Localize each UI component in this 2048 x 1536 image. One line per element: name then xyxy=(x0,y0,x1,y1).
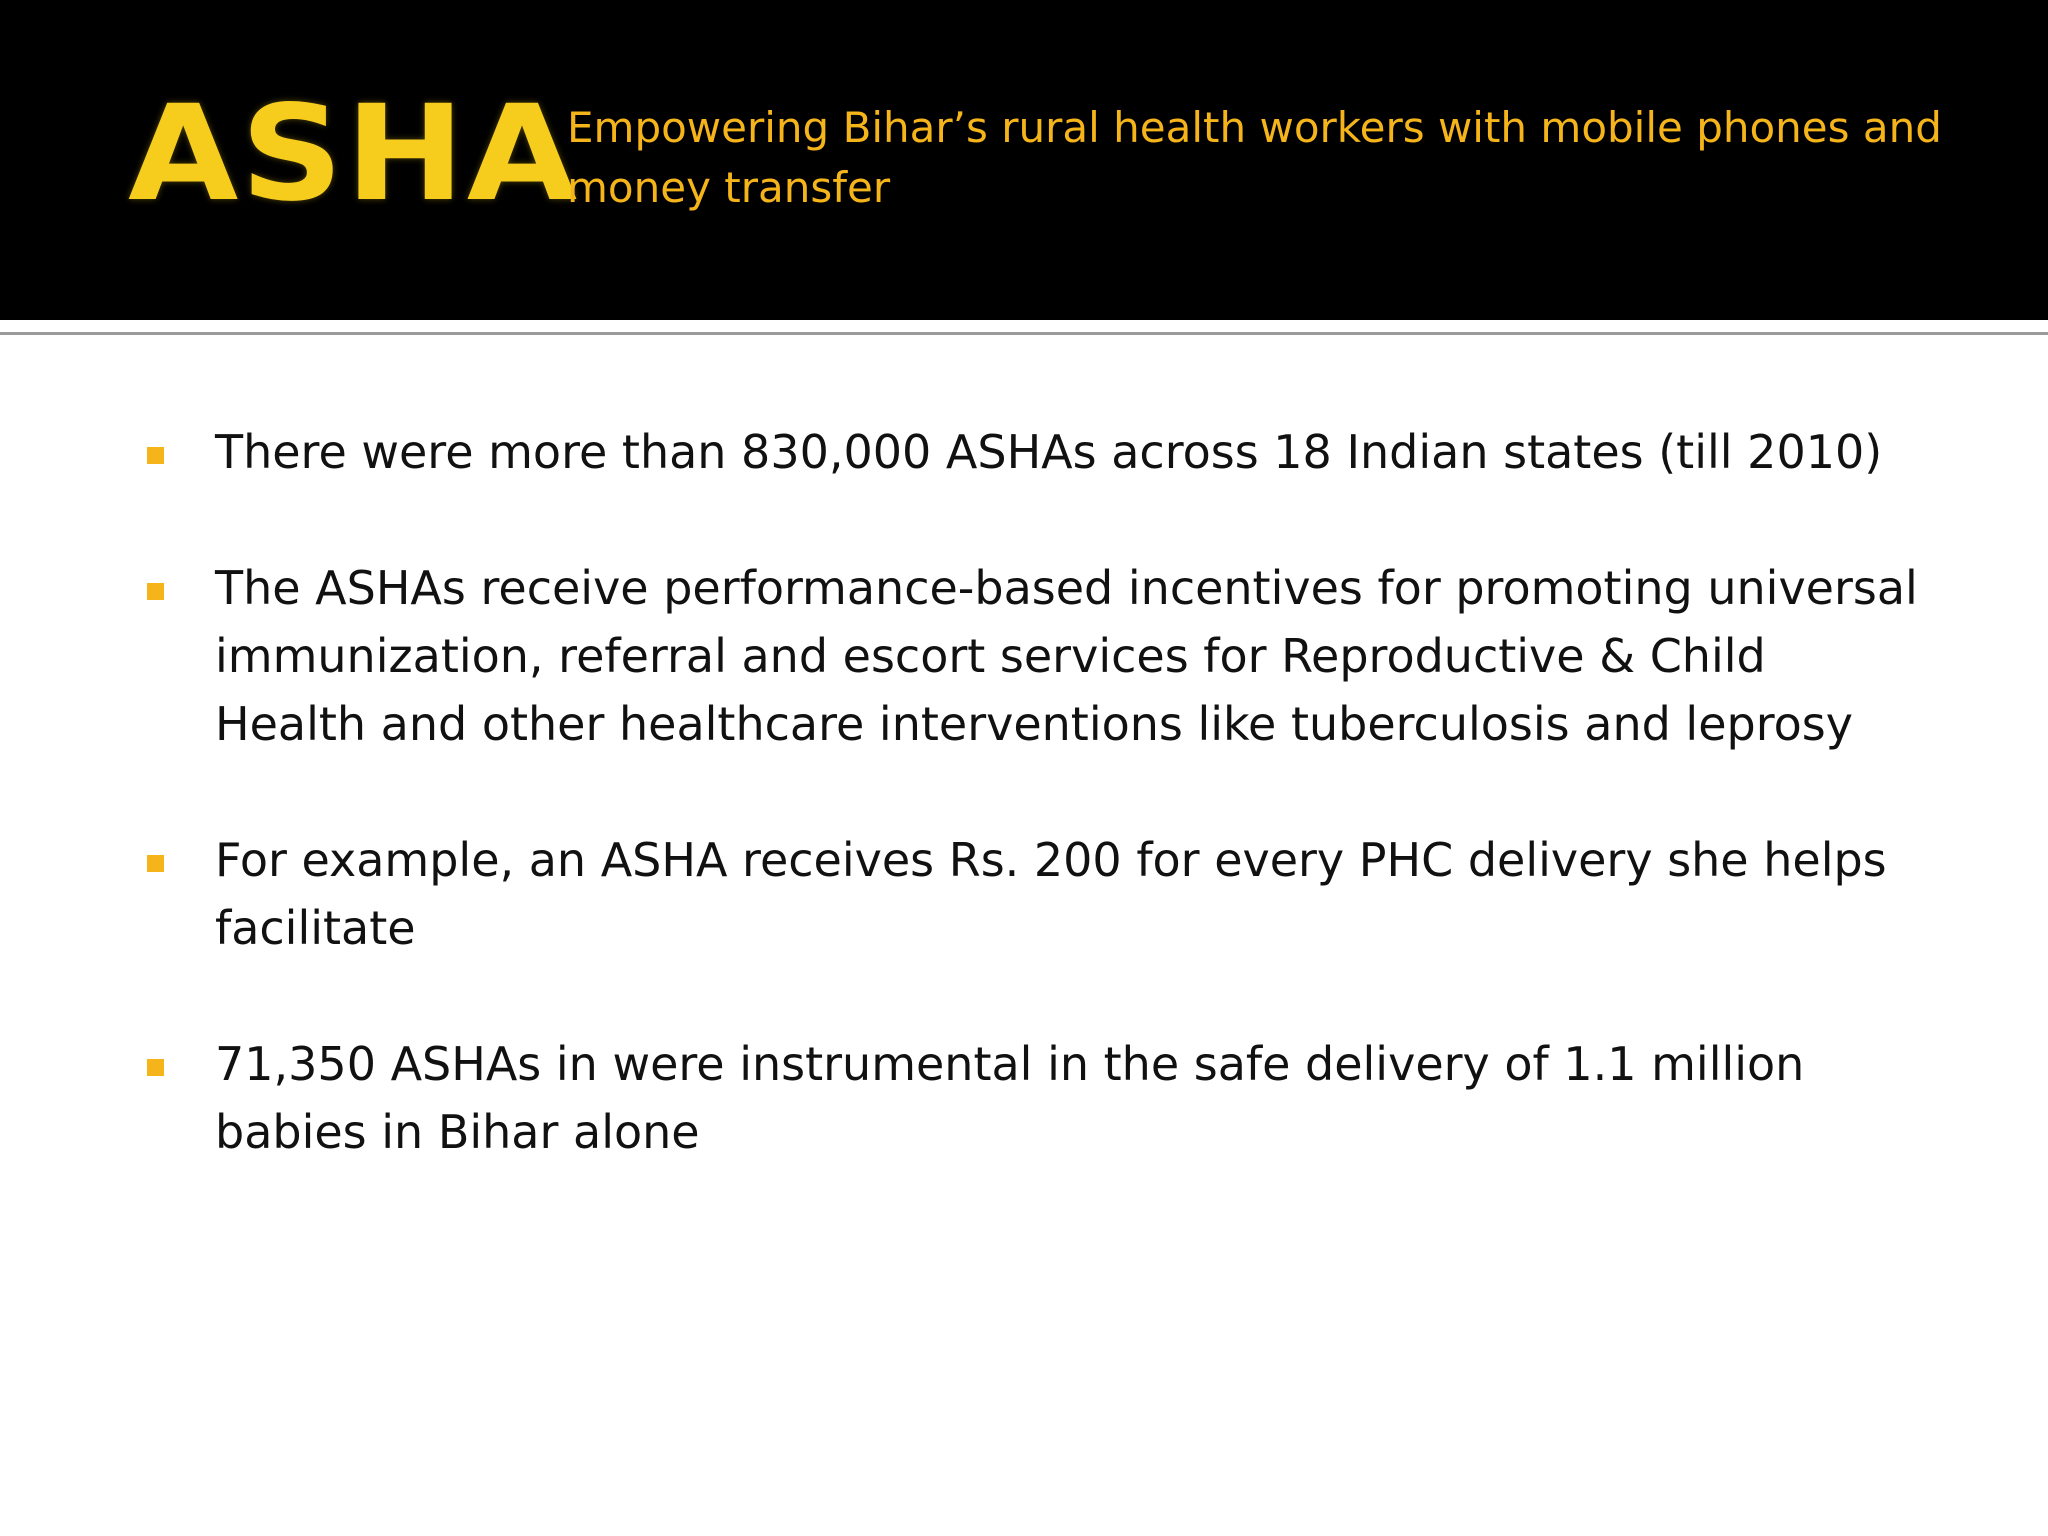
bullet-item xyxy=(140,826,1940,962)
square-bullet-icon xyxy=(147,1059,164,1076)
header-underline xyxy=(0,332,2048,335)
bullet-item xyxy=(140,418,1940,486)
header-banner xyxy=(0,0,2048,320)
square-bullet-icon xyxy=(147,583,164,600)
bullet-text: 71,350 ASHAs in were instrumental in the safe delivery of 1.1 million babies in Bihar alone xyxy=(215,1037,1805,1159)
square-bullet-icon xyxy=(147,447,164,464)
bullet-text: For example, an ASHA receives Rs. 200 for every PHC delivery she helps facilitate xyxy=(215,833,1887,955)
bullet-item xyxy=(140,1030,1940,1166)
header-divider xyxy=(0,320,2048,328)
bullet-text: The ASHAs receive performance-based incentives for promoting universal immunization, referral and escort services for Reproductive & Child Health and other healthcare interventions like tuberculosis and leprosy xyxy=(215,561,1918,751)
bullet-list xyxy=(140,418,1940,1166)
square-bullet-icon xyxy=(147,855,164,872)
bullet-text: There were more than 830,000 ASHAs across 18 Indian states (till 2010) xyxy=(215,425,1883,479)
bullet-item xyxy=(140,554,1940,758)
asha-logo: ASHA xyxy=(128,77,580,231)
slide-subtitle: Empowering Bihar’s rural health workers with mobile phones and money transfer xyxy=(567,103,1942,212)
